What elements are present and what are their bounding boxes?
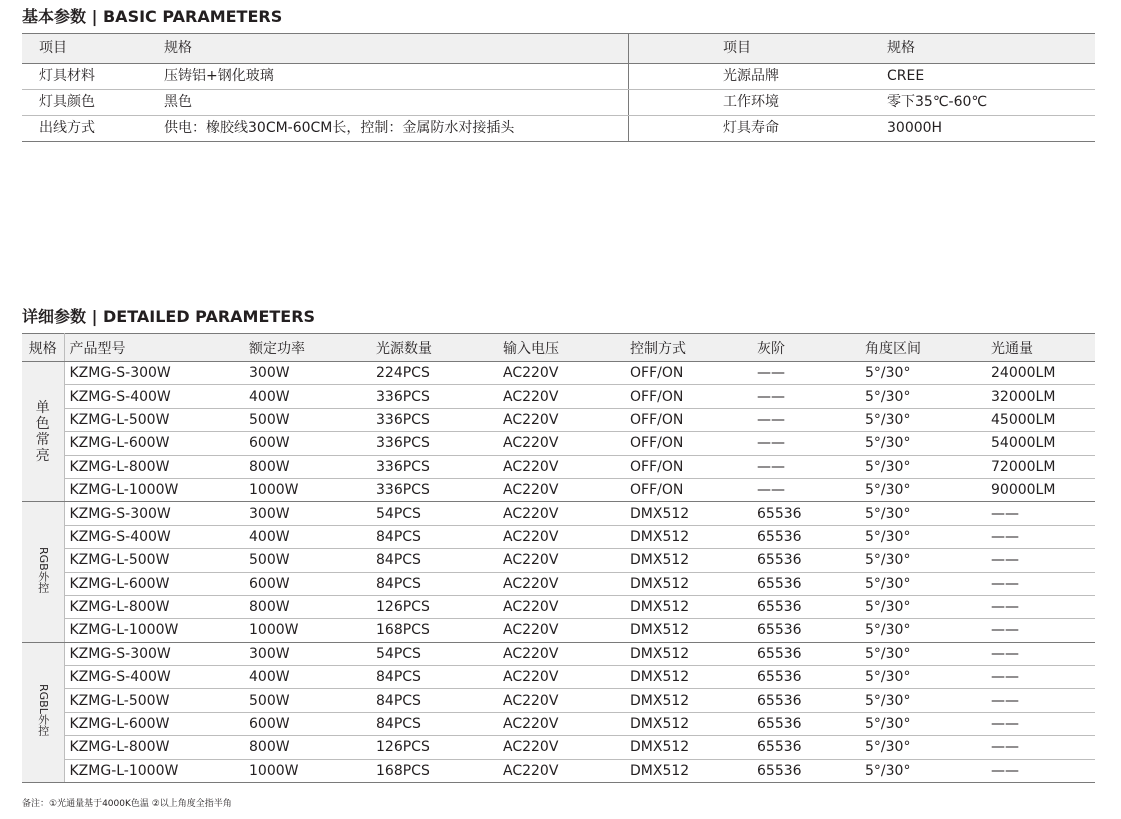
cell-led-count: 84PCS xyxy=(371,572,498,595)
cell-beam-angle: 5°/30° xyxy=(860,455,986,478)
cell-beam-angle: 5°/30° xyxy=(860,432,986,455)
cell-led-count: 168PCS xyxy=(371,619,498,642)
detailed-parameters-table xyxy=(22,333,1095,783)
cell-control: DMX512 xyxy=(625,712,752,735)
item-label: 灯具寿命 xyxy=(723,120,779,136)
cell-control: DMX512 xyxy=(625,572,752,595)
cell-power: 300W xyxy=(244,502,371,525)
cell-luminous-flux: 32000LM xyxy=(986,385,1095,408)
cell-model: KZMG-S-400W xyxy=(64,525,244,548)
table-row xyxy=(22,385,1095,408)
table-row xyxy=(22,502,1095,525)
cell-luminous-flux: 54000LM xyxy=(986,432,1095,455)
cell-model: KZMG-S-300W xyxy=(64,502,244,525)
cell-grayscale: 65536 xyxy=(752,736,860,759)
cell-model: KZMG-L-500W xyxy=(64,549,244,572)
cell-power: 400W xyxy=(244,385,371,408)
basic-parameters-table xyxy=(22,33,1095,142)
cell-power: 600W xyxy=(244,432,371,455)
table-row xyxy=(22,525,1095,548)
header-item: 项目 xyxy=(723,40,751,56)
item-value: 供电：橡胶线30CM-60CM长，控制：金属防水对接插头 xyxy=(164,120,515,136)
item-label: 灯具颜色 xyxy=(39,94,95,110)
cell-grayscale: —— xyxy=(752,362,860,385)
basic-row xyxy=(22,64,1095,90)
header-model: 产品型号 xyxy=(64,334,244,362)
cell-voltage: AC220V xyxy=(498,595,625,618)
cell-luminous-flux: —— xyxy=(986,759,1095,782)
cell-model: KZMG-S-400W xyxy=(64,385,244,408)
table-row xyxy=(22,689,1095,712)
cell-control: OFF/ON xyxy=(625,455,752,478)
cell-voltage: AC220V xyxy=(498,619,625,642)
cell-power: 600W xyxy=(244,712,371,735)
cell-grayscale: —— xyxy=(752,478,860,501)
table-row xyxy=(22,408,1095,431)
table-row xyxy=(22,432,1095,455)
cell-led-count: 126PCS xyxy=(371,595,498,618)
cell-beam-angle: 5°/30° xyxy=(860,385,986,408)
cell-beam-angle: 5°/30° xyxy=(860,712,986,735)
item-value: CREE xyxy=(887,68,925,84)
item-label: 光源品牌 xyxy=(723,68,779,84)
cell-luminous-flux: —— xyxy=(986,712,1095,735)
cell-led-count: 336PCS xyxy=(371,385,498,408)
cell-model: KZMG-L-600W xyxy=(64,432,244,455)
table-row xyxy=(22,572,1095,595)
cell-luminous-flux: 24000LM xyxy=(986,362,1095,385)
cell-voltage: AC220V xyxy=(498,432,625,455)
cell-model: KZMG-S-400W xyxy=(64,666,244,689)
header-item: 项目 xyxy=(39,40,67,56)
group-label: RGB外控 xyxy=(36,547,50,593)
cell-control: OFF/ON xyxy=(625,478,752,501)
cell-beam-angle: 5°/30° xyxy=(860,595,986,618)
cell-model: KZMG-L-600W xyxy=(64,712,244,735)
cell-luminous-flux: —— xyxy=(986,525,1095,548)
cell-beam-angle: 5°/30° xyxy=(860,502,986,525)
cell-model: KZMG-S-300W xyxy=(64,362,244,385)
basic-parameters-title: 基本参数 | BASIC PARAMETERS xyxy=(22,7,283,26)
cell-beam-angle: 5°/30° xyxy=(860,689,986,712)
cell-model: KZMG-L-800W xyxy=(64,455,244,478)
cell-power: 400W xyxy=(244,525,371,548)
cell-beam-angle: 5°/30° xyxy=(860,572,986,595)
cell-luminous-flux: —— xyxy=(986,502,1095,525)
cell-power: 500W xyxy=(244,408,371,431)
cell-model: KZMG-L-500W xyxy=(64,408,244,431)
cell-model: KZMG-L-1000W xyxy=(64,478,244,501)
cell-control: DMX512 xyxy=(625,619,752,642)
cell-voltage: AC220V xyxy=(498,385,625,408)
cell-power: 500W xyxy=(244,689,371,712)
cell-voltage: AC220V xyxy=(498,666,625,689)
cell-luminous-flux: —— xyxy=(986,666,1095,689)
cell-power: 1000W xyxy=(244,759,371,782)
cell-luminous-flux: —— xyxy=(986,642,1095,665)
cell-control: DMX512 xyxy=(625,736,752,759)
cell-power: 500W xyxy=(244,549,371,572)
cell-power: 600W xyxy=(244,572,371,595)
cell-power: 300W xyxy=(244,362,371,385)
cell-voltage: AC220V xyxy=(498,455,625,478)
cell-grayscale: —— xyxy=(752,455,860,478)
header-grayscale: 灰阶 xyxy=(752,334,860,362)
cell-led-count: 336PCS xyxy=(371,432,498,455)
cell-grayscale: 65536 xyxy=(752,549,860,572)
cell-voltage: AC220V xyxy=(498,478,625,501)
table-row xyxy=(22,736,1095,759)
cell-luminous-flux: —— xyxy=(986,619,1095,642)
basic-body xyxy=(22,64,1095,141)
cell-control: OFF/ON xyxy=(625,408,752,431)
cell-model: KZMG-L-800W xyxy=(64,736,244,759)
cell-grayscale: —— xyxy=(752,432,860,455)
cell-grayscale: —— xyxy=(752,385,860,408)
cell-power: 1000W xyxy=(244,478,371,501)
cell-control: DMX512 xyxy=(625,502,752,525)
cell-luminous-flux: —— xyxy=(986,549,1095,572)
cell-led-count: 84PCS xyxy=(371,549,498,572)
table-row xyxy=(22,595,1095,618)
cell-voltage: AC220V xyxy=(498,736,625,759)
header-spec: 规格 xyxy=(164,40,192,56)
cell-voltage: AC220V xyxy=(498,362,625,385)
cell-control: DMX512 xyxy=(625,689,752,712)
cell-luminous-flux: —— xyxy=(986,689,1095,712)
table-row xyxy=(22,642,1095,665)
cell-led-count: 168PCS xyxy=(371,759,498,782)
cell-control: OFF/ON xyxy=(625,432,752,455)
cell-control: DMX512 xyxy=(625,642,752,665)
cell-model: KZMG-L-500W xyxy=(64,689,244,712)
cell-luminous-flux: —— xyxy=(986,595,1095,618)
cell-voltage: AC220V xyxy=(498,689,625,712)
table-row xyxy=(22,712,1095,735)
cell-model: KZMG-L-600W xyxy=(64,572,244,595)
basic-row xyxy=(22,90,1095,116)
cell-beam-angle: 5°/30° xyxy=(860,525,986,548)
cell-led-count: 336PCS xyxy=(371,478,498,501)
cell-grayscale: 65536 xyxy=(752,642,860,665)
item-value: 零下35℃-60℃ xyxy=(887,94,988,110)
table-row xyxy=(22,478,1095,501)
table-row xyxy=(22,759,1095,782)
group-label-cell xyxy=(22,502,64,642)
cell-beam-angle: 5°/30° xyxy=(860,619,986,642)
basic-header-row xyxy=(22,34,1095,64)
item-value: 30000H xyxy=(887,120,943,136)
basic-row xyxy=(22,116,1095,141)
cell-beam-angle: 5°/30° xyxy=(860,478,986,501)
cell-grayscale: —— xyxy=(752,408,860,431)
footnote: 备注：①光通量基于4000K色温 ②以上角度全指半角 xyxy=(22,799,232,809)
header-power: 额定功率 xyxy=(244,334,371,362)
header-spec: 规格 xyxy=(887,40,915,56)
cell-control: DMX512 xyxy=(625,525,752,548)
cell-beam-angle: 5°/30° xyxy=(860,362,986,385)
cell-grayscale: 65536 xyxy=(752,525,860,548)
cell-grayscale: 65536 xyxy=(752,666,860,689)
cell-grayscale: 65536 xyxy=(752,619,860,642)
cell-control: DMX512 xyxy=(625,595,752,618)
cell-luminous-flux: —— xyxy=(986,572,1095,595)
cell-grayscale: 65536 xyxy=(752,572,860,595)
group-label-cell xyxy=(22,362,64,502)
cell-led-count: 126PCS xyxy=(371,736,498,759)
item-label: 灯具材料 xyxy=(39,68,95,84)
cell-control: OFF/ON xyxy=(625,362,752,385)
item-label: 工作环境 xyxy=(723,94,779,110)
cell-voltage: AC220V xyxy=(498,642,625,665)
cell-control: DMX512 xyxy=(625,549,752,572)
cell-luminous-flux: 72000LM xyxy=(986,455,1095,478)
group-label: RGBL外控 xyxy=(36,684,50,737)
detail-body xyxy=(22,362,1095,783)
group-label-cell xyxy=(22,642,64,782)
cell-control: DMX512 xyxy=(625,666,752,689)
table-row xyxy=(22,455,1095,478)
detail-header-row xyxy=(22,334,1095,362)
cell-luminous-flux: —— xyxy=(986,736,1095,759)
item-label: 出线方式 xyxy=(39,120,95,136)
cell-led-count: 336PCS xyxy=(371,455,498,478)
header-control: 控制方式 xyxy=(625,334,752,362)
cell-grayscale: 65536 xyxy=(752,759,860,782)
cell-power: 800W xyxy=(244,595,371,618)
cell-voltage: AC220V xyxy=(498,572,625,595)
header-beam-angle: 角度区间 xyxy=(860,334,986,362)
header-led-count: 光源数量 xyxy=(371,334,498,362)
table-row xyxy=(22,619,1095,642)
cell-beam-angle: 5°/30° xyxy=(860,549,986,572)
cell-power: 300W xyxy=(244,642,371,665)
cell-control: OFF/ON xyxy=(625,385,752,408)
cell-led-count: 54PCS xyxy=(371,502,498,525)
cell-luminous-flux: 90000LM xyxy=(986,478,1095,501)
cell-power: 400W xyxy=(244,666,371,689)
cell-grayscale: 65536 xyxy=(752,712,860,735)
group-label: 单色常亮 xyxy=(35,399,50,464)
cell-voltage: AC220V xyxy=(498,502,625,525)
cell-model: KZMG-L-1000W xyxy=(64,619,244,642)
cell-grayscale: 65536 xyxy=(752,689,860,712)
detailed-parameters-title: 详细参数 | DETAILED PARAMETERS xyxy=(22,307,316,326)
header-voltage: 输入电压 xyxy=(498,334,625,362)
cell-led-count: 84PCS xyxy=(371,525,498,548)
header-spec: 规格 xyxy=(22,334,64,362)
table-row xyxy=(22,362,1095,385)
cell-led-count: 84PCS xyxy=(371,689,498,712)
cell-led-count: 84PCS xyxy=(371,712,498,735)
cell-led-count: 54PCS xyxy=(371,642,498,665)
cell-power: 1000W xyxy=(244,619,371,642)
cell-voltage: AC220V xyxy=(498,712,625,735)
cell-beam-angle: 5°/30° xyxy=(860,759,986,782)
cell-voltage: AC220V xyxy=(498,408,625,431)
table-row xyxy=(22,666,1095,689)
cell-voltage: AC220V xyxy=(498,549,625,572)
cell-power: 800W xyxy=(244,455,371,478)
cell-luminous-flux: 45000LM xyxy=(986,408,1095,431)
cell-model: KZMG-S-300W xyxy=(64,642,244,665)
cell-beam-angle: 5°/30° xyxy=(860,642,986,665)
cell-model: KZMG-L-800W xyxy=(64,595,244,618)
cell-power: 800W xyxy=(244,736,371,759)
cell-led-count: 84PCS xyxy=(371,666,498,689)
cell-beam-angle: 5°/30° xyxy=(860,408,986,431)
cell-voltage: AC220V xyxy=(498,525,625,548)
table-row xyxy=(22,549,1095,572)
cell-beam-angle: 5°/30° xyxy=(860,736,986,759)
cell-grayscale: 65536 xyxy=(752,502,860,525)
cell-led-count: 336PCS xyxy=(371,408,498,431)
cell-led-count: 224PCS xyxy=(371,362,498,385)
header-luminous-flux: 光通量 xyxy=(986,334,1095,362)
item-value: 压铸铝+钢化玻璃 xyxy=(164,68,274,84)
cell-grayscale: 65536 xyxy=(752,595,860,618)
cell-voltage: AC220V xyxy=(498,759,625,782)
cell-control: DMX512 xyxy=(625,759,752,782)
cell-beam-angle: 5°/30° xyxy=(860,666,986,689)
item-value: 黑色 xyxy=(164,94,192,110)
cell-model: KZMG-L-1000W xyxy=(64,759,244,782)
